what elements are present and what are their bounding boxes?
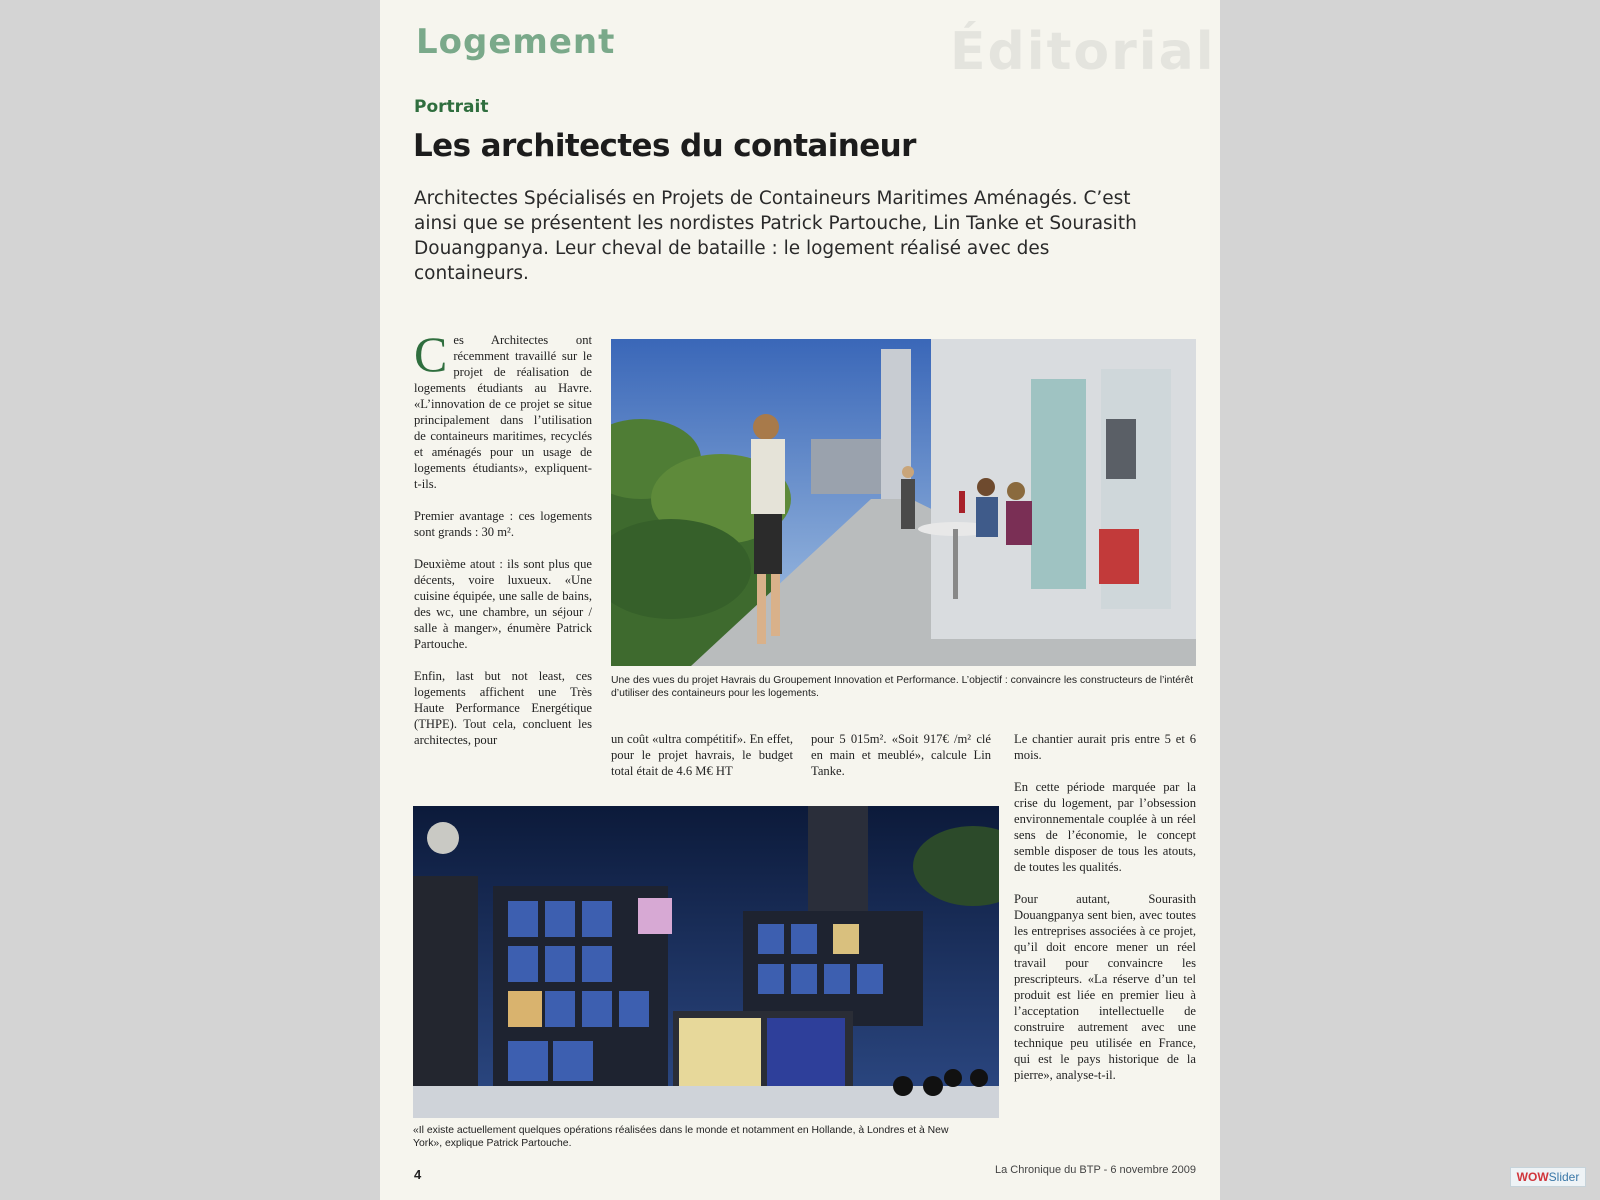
watermark-text: WOW (1516, 1170, 1549, 1184)
article-column-3: pour 5 015m². «Soit 917€ /m² clé en main et meublé», calcule Lin Tanke. (811, 732, 991, 778)
paragraph: Deuxième atout : ils sont plus que décents, voire luxueux. «Une cuisine équipée, une salle de bains, des wc, une chambre, un séjour / salle à manger», énumère Patrick Partouche. (414, 557, 592, 651)
paragraph: Premier avantage : ces logements sont grands : 30 m². (414, 509, 592, 539)
paragraph: Pour autant, Sourasith Douangpanya sent bien, avec toutes les entreprises associées à ce projet, qu’il doit encore mener un réel travail pour convaincre les prescripteurs. «La réserve d’un tel produit est liée en premier lieu à l’acceptation intellectuelle de construire autrement avec une technique peu utilisée en France, qui est le pays historique de la pierre», analyse-t-il. (1014, 892, 1196, 1082)
paragraph: Le chantier aurait pris entre 5 et 6 mois. (1014, 732, 1196, 762)
photo-caption: Une des vues du projet Havrais du Groupement Innovation et Performance. L’objectif : convaincre les constructeurs de l’intérêt d’utiliser des containeurs pour les logements. (611, 675, 1194, 699)
article-kicker: Portrait (414, 97, 489, 117)
article-column-2: un coût «ultra compétitif». En effet, pour le projet havrais, le budget total était de 4.6 M€ HT (611, 732, 793, 778)
paragraph: En cette période marquée par la crise du logement, par l’obsession environnementale couplée à un réel sens de l’économie, le concept semble disposer de tous les atouts, de toutes les qualités. (1014, 780, 1196, 874)
photo-night-container-buildings (413, 806, 999, 1118)
publication-footer: La Chronique du BTP - 6 novembre 2009 (995, 1164, 1196, 1176)
paragraph (414, 326, 592, 492)
paragraph: Enfin, last but not least, ces logements affichent une Très Haute Performance Energétique (THPE). Tout cela, concluent les architectes, pour (414, 669, 592, 747)
paragraph-text: es Architectes ont récemment travaillé sur le projet de réalisation de logements étudiants au Havre. «L’innovation de ce projet se situe principalement dans l’utilisation de containeurs maritimes, recyclés et aménagés pour un usage de logements étudiants», expliquent-t-ils. (414, 333, 592, 491)
dropcap: C (414, 326, 448, 382)
article-column-1 (414, 326, 592, 764)
ghost-section-title: Éditorial (950, 22, 1216, 82)
section-title: Logement (416, 22, 616, 62)
article-column-4 (1014, 731, 1196, 1099)
photo-student-housing-terrace (611, 339, 1196, 666)
slider-watermark[interactable] (1510, 1167, 1586, 1187)
photo-caption: «Il existe actuellement quelques opérations réalisées dans le monde et notamment en Hollande, à Londres et à New York», explique Patrick Partouche. (413, 1125, 949, 1149)
article-lead: Architectes Spécialisés en Projets de Containeurs Maritimes Aménagés. C’est ainsi que se présentent les nordistes Patrick Partouche, Lin Tanke et Sourasith Douangpanya. Leur cheval de bataille : le logement réalisé avec des containeurs. (414, 188, 1137, 284)
watermark-text: Slider (1548, 1170, 1580, 1184)
magazine-page (380, 0, 1220, 1200)
article-headline: Les architectes du containeur (413, 128, 916, 164)
page-number: 4 (414, 1167, 422, 1182)
